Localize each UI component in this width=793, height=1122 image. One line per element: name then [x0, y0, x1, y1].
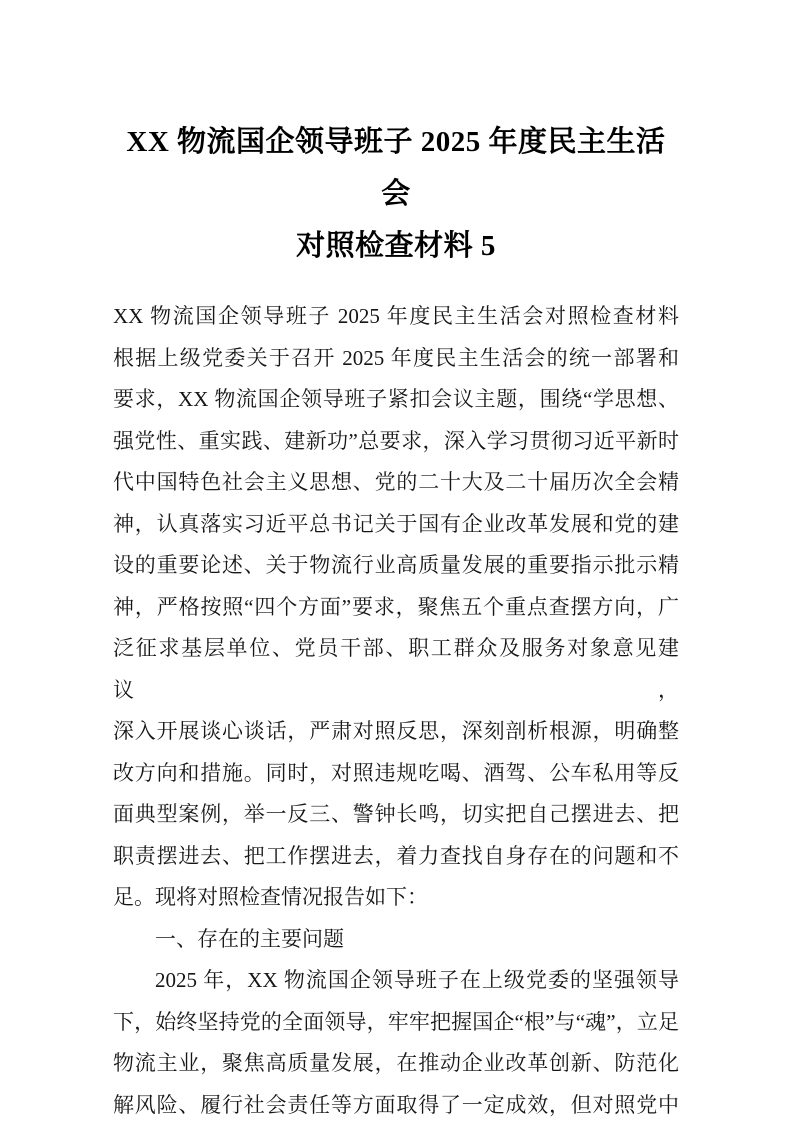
body-line: 神，认真落实习近平总书记关于国有企业改革发展和党的建	[113, 511, 679, 536]
title-line-2: 对照检查材料 5	[296, 230, 496, 262]
body-line: XX 物流国企领导班子 2025 年度民主生活会对照检查材料	[113, 304, 679, 328]
body-line: 职责摆进去、把工作摆进去，着力查找自身存在的问题和不	[113, 843, 679, 868]
title-line-1: XX 物流国企领导班子 2025 年度民主生活会	[126, 126, 666, 210]
body-line: 深入开展谈心谈话，严肃对照反思，深刻剖析根源，明确整	[113, 719, 679, 743]
body-line: 改方向和措施。同时，对照违规吃喝、酒驾、公车私用等反	[113, 760, 679, 785]
body-line: 要求，XX 物流国企领导班子紧扣会议主题，围绕“学思想、	[113, 387, 679, 411]
body-line: 泛征求基层单位、党员干部、职工群众及服务对象意见建议，	[113, 636, 679, 702]
body-line: 面典型案例，举一反三、警钟长鸣，切实把自己摆进去、把	[113, 802, 679, 826]
body-line: 下，始终坚持党的全面领导，牢牢把握国企“根”与“魂”，立足	[113, 1009, 679, 1034]
body-line: 强党性、重实践、建新功”总要求，深入学习贯彻习近平新时	[113, 428, 679, 453]
document-title	[113, 116, 679, 272]
body-line: 解风险、履行社会责任等方面取得了一定成效，但对照党中	[113, 1092, 679, 1117]
body-line: 设的重要论述、关于物流行业高质量发展的重要指示批示精	[113, 553, 679, 577]
body-line: 代中国特色社会主义思想、党的二十大及二十届历次全会精	[113, 470, 679, 494]
body-line: 根据上级党委关于召开 2025 年度民主生活会的统一部署和	[113, 345, 679, 370]
body-line: 物流主业，聚焦高质量发展，在推动企业改革创新、防范化	[113, 1051, 679, 1075]
document-body	[113, 296, 679, 1122]
body-line: 神，严格按照“四个方面”要求，聚焦五个重点查摆方向，广	[113, 594, 679, 619]
body-line: 一、存在的主要问题	[155, 926, 344, 951]
body-line: 足。现将对照检查情况报告如下：	[113, 885, 428, 909]
body-line: 2025 年，XX 物流国企领导班子在上级党委的坚强领导	[155, 968, 679, 992]
